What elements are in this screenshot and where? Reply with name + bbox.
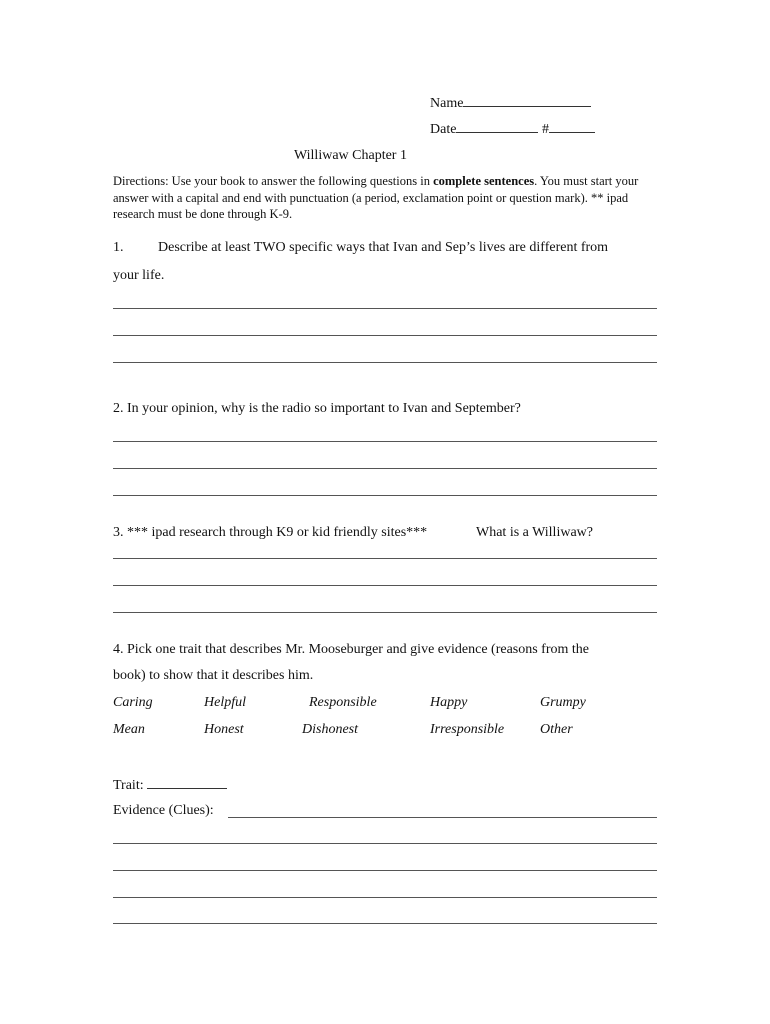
answer-line[interactable] <box>113 923 657 924</box>
question-3-subtext: What is a Williwaw? <box>476 525 593 540</box>
trait-option: Dishonest <box>302 722 358 737</box>
date-label: Date <box>430 122 457 137</box>
answer-line[interactable] <box>113 558 657 559</box>
question-1-text-cont: your life. <box>113 268 165 283</box>
page-title: Williwaw Chapter 1 <box>294 148 407 163</box>
trait-option: Grumpy <box>540 695 586 710</box>
answer-line[interactable] <box>113 495 657 496</box>
question-2-text: 2. In your opinion, why is the radio so important to Ivan and September? <box>113 401 521 416</box>
question-4-text: 4. Pick one trait that describes Mr. Mooseburger and give evidence (reasons from the <box>113 642 589 657</box>
answer-line[interactable] <box>113 335 657 336</box>
answer-line[interactable] <box>113 870 657 871</box>
date-field <box>430 120 595 138</box>
name-field <box>430 94 591 112</box>
answer-line[interactable] <box>113 308 657 309</box>
trait-label: Trait: <box>113 778 144 793</box>
trait-option: Mean <box>113 722 145 737</box>
answer-line[interactable] <box>113 612 657 613</box>
question-3-text: 3. *** ipad research through K9 or kid friendly sites*** <box>113 525 428 540</box>
number-label: # <box>541 122 549 137</box>
answer-line[interactable] <box>113 897 657 898</box>
answer-line[interactable] <box>113 441 657 442</box>
trait-option: Honest <box>204 722 244 737</box>
answer-line[interactable] <box>113 585 657 586</box>
directions-suffix: . You must start your answer with a capital and end with punctuation (a period, exclamation point or question mark). ** ipad research must be done through K-9. <box>113 174 639 221</box>
directions-bold: complete sentences <box>433 174 535 188</box>
trait-option: Caring <box>113 695 153 710</box>
name-label: Name <box>430 96 464 111</box>
directions <box>113 173 658 223</box>
evidence-label: Evidence (Clues): <box>113 803 214 818</box>
answer-line[interactable] <box>113 362 657 363</box>
number-blank[interactable] <box>549 120 595 133</box>
date-blank[interactable] <box>456 120 538 133</box>
question-1-text: Describe at least TWO specific ways that Ivan and Sep’s lives are different from <box>158 240 609 255</box>
trait-field <box>113 776 227 794</box>
trait-option: Helpful <box>204 695 246 710</box>
trait-option: Responsible <box>309 695 377 710</box>
trait-option: Irresponsible <box>430 722 505 737</box>
name-blank[interactable] <box>463 94 591 107</box>
directions-prefix: Directions: Use your book to answer the following questions in <box>113 174 434 188</box>
answer-line[interactable] <box>113 843 657 844</box>
question-1-number: 1. <box>113 240 124 255</box>
answer-line[interactable] <box>113 468 657 469</box>
trait-blank[interactable] <box>147 776 227 789</box>
trait-option: Other <box>540 722 573 737</box>
answer-line[interactable] <box>228 817 657 818</box>
trait-option: Happy <box>430 695 468 710</box>
question-4-text-cont: book) to show that it describes him. <box>113 668 314 683</box>
